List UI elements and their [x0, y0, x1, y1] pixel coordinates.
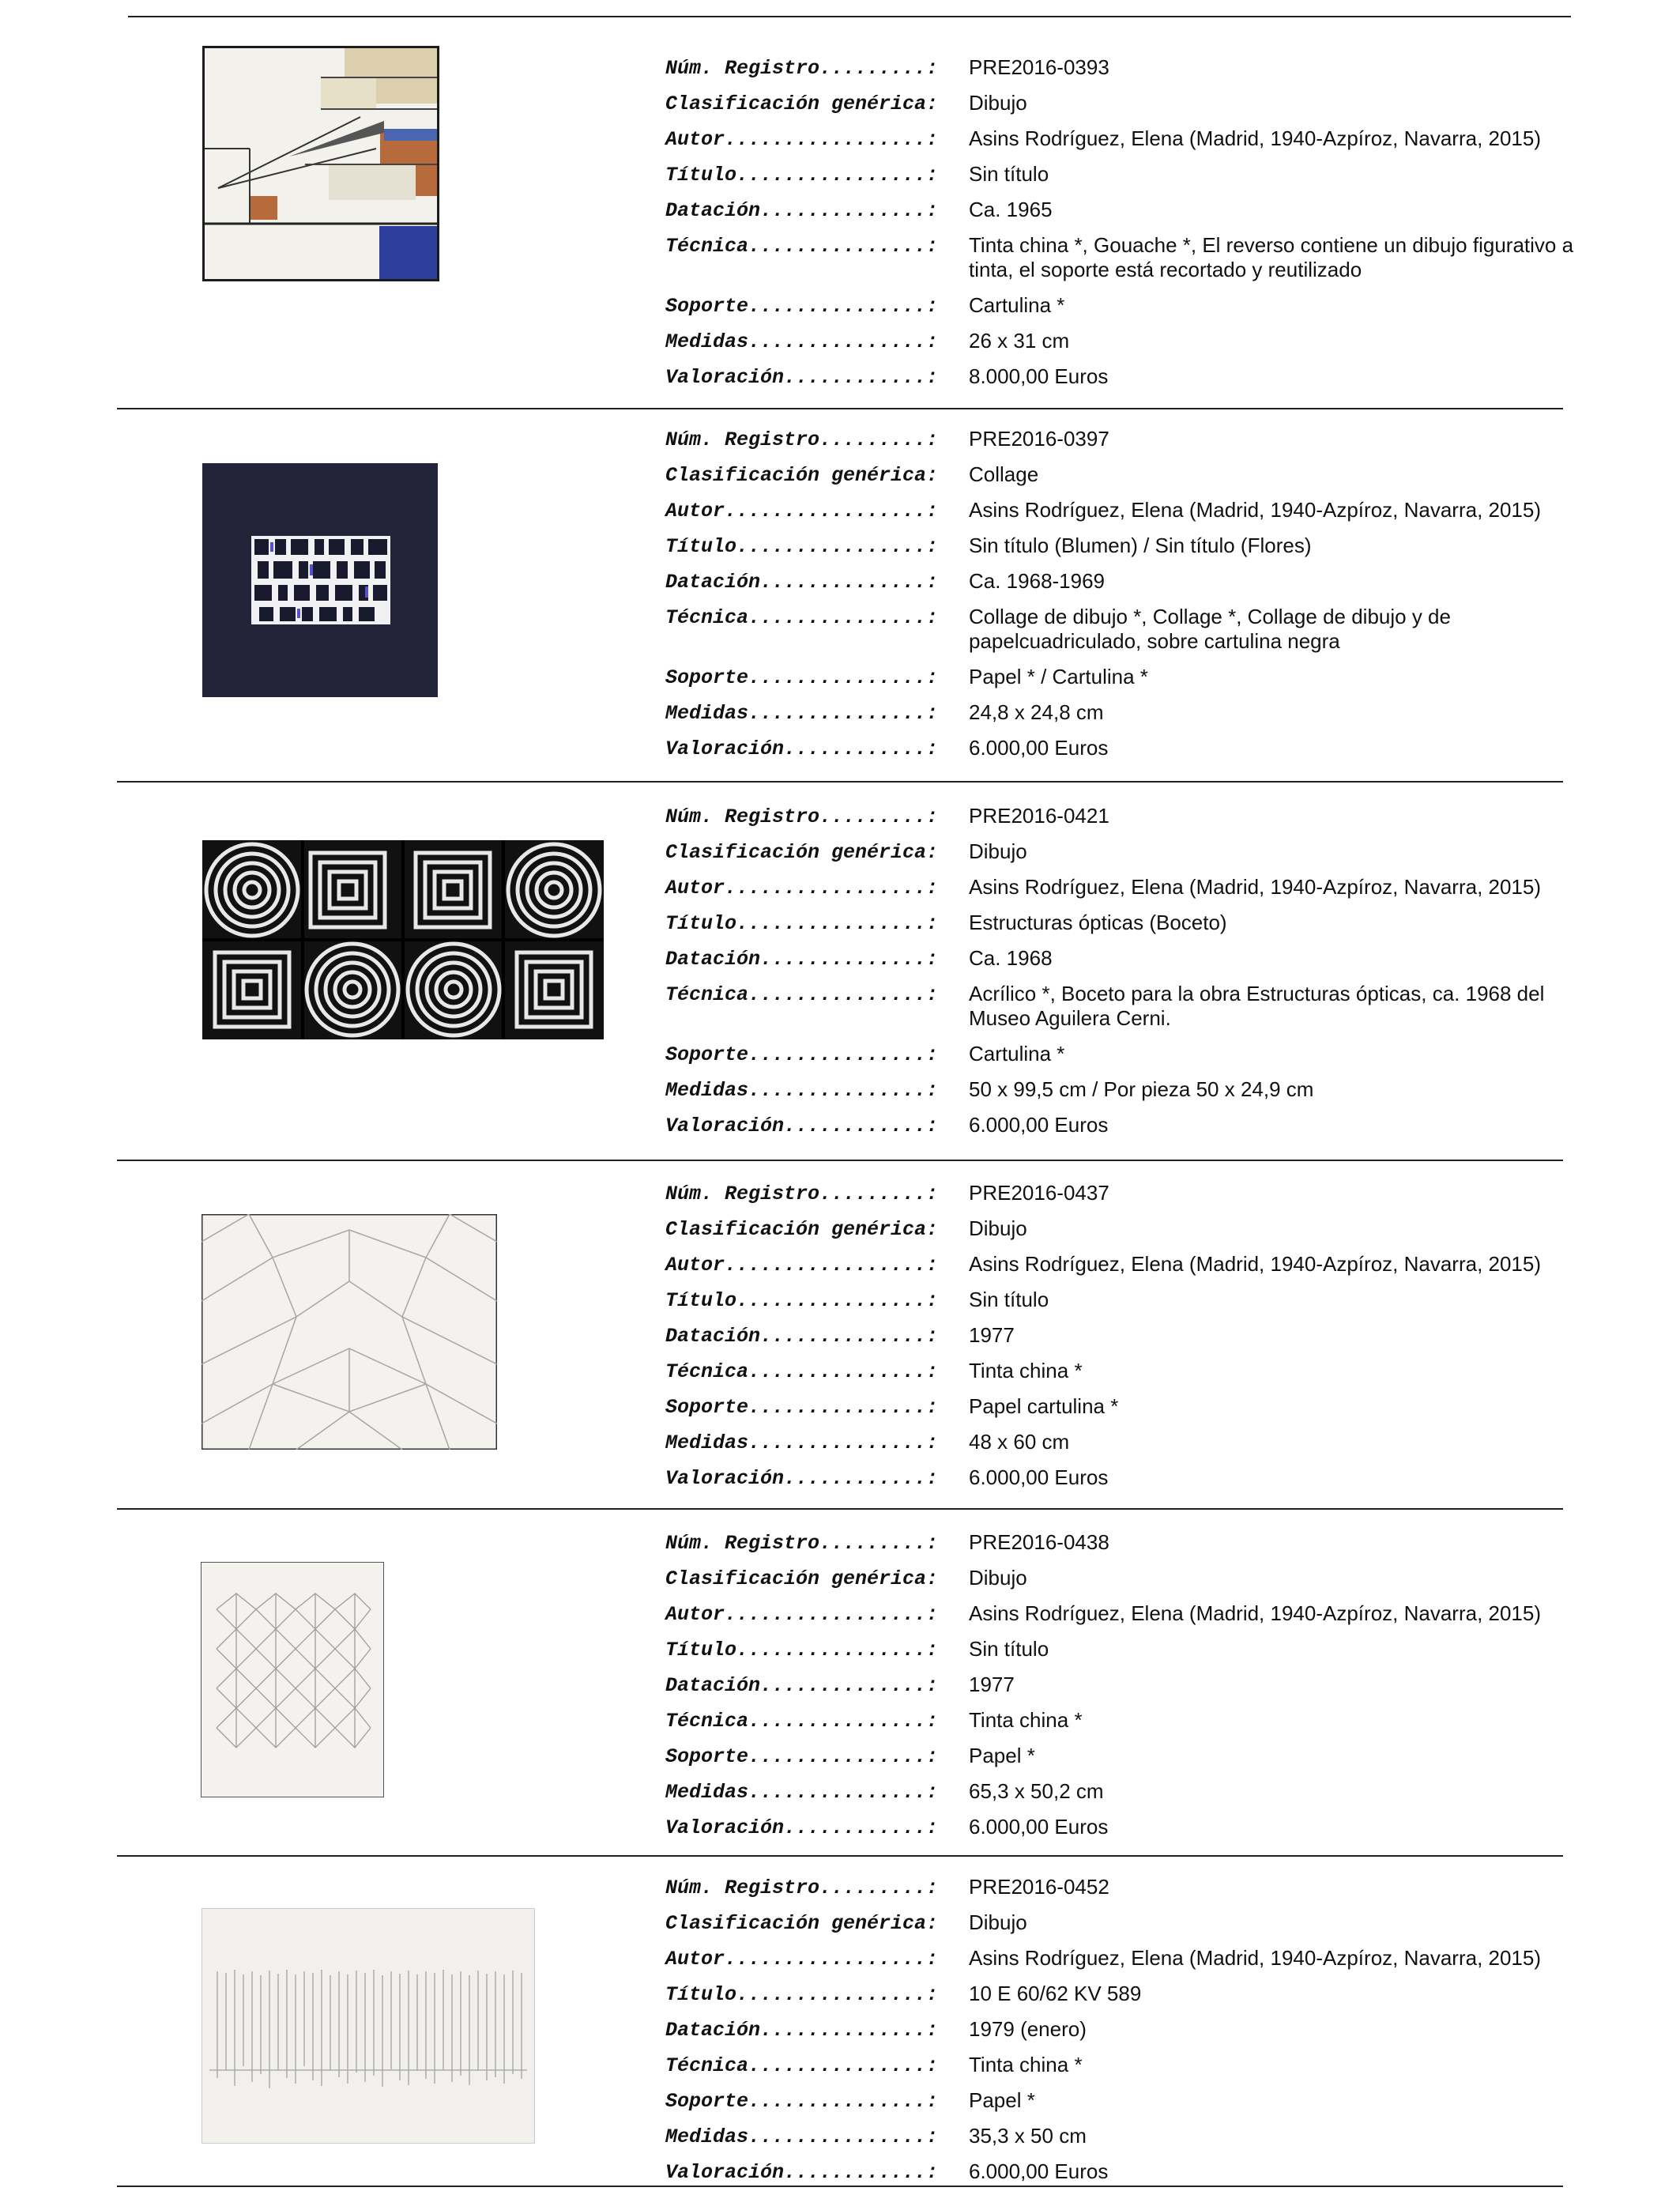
field-label: Clasificación genérica: [665, 1218, 939, 1241]
field-row-registro [665, 1181, 1582, 1216]
field-value-clasificacion: Collage [969, 462, 1039, 486]
field-value-datacion: Ca. 1965 [969, 198, 1053, 221]
field-row-clasificacion [665, 1910, 1582, 1946]
field-value-clasificacion: Dibujo [969, 1910, 1027, 1934]
field-row-registro [665, 1875, 1582, 1910]
record-fields [665, 1181, 1582, 1501]
field-row-registro [665, 427, 1582, 462]
field-label: Clasificación genérica: [665, 841, 939, 864]
field-value-medidas: 35,3 x 50 cm [969, 2124, 1087, 2148]
field-row-valoracion [665, 1113, 1582, 1148]
field-label: Técnica...............: [665, 606, 939, 629]
record-fields [665, 55, 1582, 400]
field-value-datacion: 1977 [969, 1323, 1015, 1347]
separator-rule [117, 1160, 1563, 1161]
field-label: Clasificación genérica: [665, 92, 939, 115]
field-label: Valoración............: [665, 366, 939, 389]
field-row-soporte [665, 1744, 1582, 1779]
field-value-soporte: Cartulina * [969, 293, 1065, 317]
field-label: Núm. Registro.........: [665, 57, 939, 80]
field-row-tecnica [665, 1708, 1582, 1744]
field-row-clasificacion [665, 1216, 1582, 1252]
field-row-tecnica [665, 2053, 1582, 2088]
field-row-titulo [665, 162, 1582, 198]
artwork-image-lattice-drawing [201, 1562, 384, 1797]
field-label: Núm. Registro.........: [665, 805, 939, 828]
field-label: Técnica...............: [665, 1360, 939, 1383]
field-row-datacion [665, 198, 1582, 233]
field-label: Clasificación genérica: [665, 1912, 939, 1935]
field-row-soporte [665, 1042, 1582, 1077]
field-value-datacion: Ca. 1968-1969 [969, 569, 1106, 593]
field-label: Medidas...............: [665, 1431, 939, 1454]
field-row-datacion [665, 1673, 1582, 1708]
field-row-autor [665, 1601, 1582, 1637]
field-row-medidas [665, 2124, 1582, 2159]
field-value-valoracion: 8.000,00 Euros [969, 364, 1109, 388]
field-value-titulo: Sin título (Blumen) / Sin título (Flores) [969, 534, 1312, 557]
field-row-titulo [665, 1288, 1582, 1323]
field-row-soporte [665, 1394, 1582, 1430]
field-value-tecnica: Tinta china * [969, 1708, 1083, 1732]
field-value-clasificacion: Dibujo [969, 1566, 1027, 1590]
field-row-registro [665, 1530, 1582, 1566]
field-value-registro: PRE2016-0437 [969, 1181, 1109, 1205]
field-value-soporte: Papel * [969, 2088, 1035, 2112]
field-label: Técnica...............: [665, 983, 939, 1006]
field-value-valoracion: 6.000,00 Euros [969, 1465, 1109, 1489]
field-label: Datación..............: [665, 948, 939, 971]
field-value-tecnica: Tinta china * [969, 2053, 1083, 2076]
field-value-valoracion: 6.000,00 Euros [969, 1113, 1109, 1137]
separator-rule [117, 1508, 1563, 1510]
field-label: Datación..............: [665, 199, 939, 222]
artwork-image-star-lines [202, 1214, 497, 1450]
field-value-datacion: 1979 (enero) [969, 2017, 1087, 2041]
field-row-valoracion [665, 736, 1582, 771]
field-value-valoracion: 6.000,00 Euros [969, 1815, 1109, 1839]
field-label: Soporte...............: [665, 295, 939, 318]
field-value-titulo: Estructuras ópticas (Boceto) [969, 911, 1227, 934]
field-row-medidas [665, 1077, 1582, 1113]
field-value-clasificacion: Dibujo [969, 839, 1027, 863]
field-value-autor: Asins Rodríguez, Elena (Madrid, 1940-Azpíroz, Navarra, 2015) [969, 1252, 1542, 1276]
field-row-medidas [665, 1430, 1582, 1465]
field-value-registro: PRE2016-0421 [969, 804, 1109, 828]
field-value-clasificacion: Dibujo [969, 1216, 1027, 1240]
artwork-image-collage [202, 463, 438, 697]
field-label: Núm. Registro.........: [665, 1876, 939, 1899]
record-fields [665, 1530, 1582, 1850]
field-label: Valoración............: [665, 1467, 939, 1490]
field-label: Clasificación genérica: [665, 1567, 939, 1590]
artwork-image-geometric-composition [202, 46, 439, 281]
field-value-titulo: 10 E 60/62 KV 589 [969, 1982, 1142, 2005]
field-label: Técnica...............: [665, 1710, 939, 1733]
field-label: Datación..............: [665, 571, 939, 594]
field-label: Autor.................: [665, 500, 939, 522]
field-label: Título................: [665, 1289, 939, 1312]
field-label: Valoración............: [665, 2161, 939, 2184]
field-value-medidas: 50 x 99,5 cm / Por pieza 50 x 24,9 cm [969, 1077, 1314, 1101]
field-row-tecnica [665, 233, 1582, 293]
field-label: Medidas...............: [665, 1781, 939, 1804]
field-label: Título................: [665, 535, 939, 558]
field-label: Título................: [665, 912, 939, 935]
field-label: Clasificación genérica: [665, 464, 939, 487]
field-label: Valoración............: [665, 1816, 939, 1839]
field-label: Técnica...............: [665, 2054, 939, 2077]
field-row-soporte [665, 293, 1582, 329]
field-value-titulo: Sin título [969, 162, 1049, 186]
field-value-autor: Asins Rodríguez, Elena (Madrid, 1940-Azpíroz, Navarra, 2015) [969, 126, 1542, 150]
field-label: Soporte...............: [665, 1043, 939, 1066]
record-fields [665, 1875, 1582, 2195]
field-value-registro: PRE2016-0397 [969, 427, 1109, 451]
field-row-titulo [665, 1982, 1582, 2017]
field-value-medidas: 65,3 x 50,2 cm [969, 1779, 1104, 1803]
field-value-tecnica: Tinta china * [969, 1359, 1083, 1382]
field-label: Título................: [665, 164, 939, 187]
field-row-datacion [665, 2017, 1582, 2053]
field-row-soporte [665, 665, 1582, 700]
field-label: Soporte...............: [665, 1745, 939, 1768]
field-row-datacion [665, 946, 1582, 982]
field-row-medidas [665, 700, 1582, 736]
field-label: Técnica...............: [665, 235, 939, 258]
field-row-registro [665, 55, 1582, 91]
field-row-clasificacion [665, 91, 1582, 126]
separator-rule [117, 781, 1563, 783]
field-label: Valoración............: [665, 737, 939, 760]
field-row-autor [665, 126, 1582, 162]
field-label: Medidas...............: [665, 1079, 939, 1102]
field-value-soporte: Papel * / Cartulina * [969, 665, 1148, 688]
field-label: Medidas...............: [665, 330, 939, 353]
field-row-clasificacion [665, 1566, 1582, 1601]
field-label: Medidas...............: [665, 702, 939, 725]
separator-rule [117, 408, 1563, 409]
field-value-datacion: Ca. 1968 [969, 946, 1053, 970]
field-row-valoracion [665, 1465, 1582, 1501]
field-row-autor [665, 1252, 1582, 1288]
field-row-autor [665, 498, 1582, 534]
field-label: Autor.................: [665, 1254, 939, 1277]
field-label: Datación..............: [665, 1674, 939, 1697]
field-label: Valoración............: [665, 1114, 939, 1137]
field-row-valoracion [665, 364, 1582, 400]
field-value-tecnica: Acrílico *, Boceto para la obra Estructuras ópticas, ca. 1968 del Museo Aguilera Cerni. [969, 982, 1545, 1030]
artwork-image-vertical-lines [202, 1908, 535, 2144]
field-value-registro: PRE2016-0452 [969, 1875, 1109, 1899]
separator-rule [117, 1855, 1563, 1857]
field-label: Núm. Registro.........: [665, 428, 939, 451]
field-value-tecnica: Collage de dibujo *, Collage *, Collage de dibujo y de papelcuadriculado, sobre cartulina negra [969, 605, 1451, 653]
field-row-autor [665, 875, 1582, 911]
field-row-tecnica [665, 982, 1582, 1042]
field-value-medidas: 48 x 60 cm [969, 1430, 1070, 1454]
field-row-valoracion [665, 2159, 1582, 2195]
field-value-autor: Asins Rodríguez, Elena (Madrid, 1940-Azpíroz, Navarra, 2015) [969, 875, 1542, 899]
field-label: Soporte...............: [665, 666, 939, 689]
field-label: Medidas...............: [665, 2125, 939, 2148]
field-row-clasificacion [665, 462, 1582, 498]
field-row-soporte [665, 2088, 1582, 2124]
separator-rule [128, 16, 1571, 17]
field-value-clasificacion: Dibujo [969, 91, 1027, 115]
record-fields [665, 427, 1582, 771]
field-value-medidas: 26 x 31 cm [969, 329, 1070, 353]
field-value-soporte: Papel cartulina * [969, 1394, 1119, 1418]
field-label: Núm. Registro.........: [665, 1532, 939, 1555]
field-value-autor: Asins Rodríguez, Elena (Madrid, 1940-Azpíroz, Navarra, 2015) [969, 1946, 1542, 1970]
field-label: Datación..............: [665, 1325, 939, 1348]
field-value-datacion: 1977 [969, 1673, 1015, 1696]
field-value-titulo: Sin título [969, 1637, 1049, 1661]
field-value-titulo: Sin título [969, 1288, 1049, 1311]
field-label: Título................: [665, 1639, 939, 1661]
field-value-soporte: Cartulina * [969, 1042, 1065, 1065]
field-value-registro: PRE2016-0438 [969, 1530, 1109, 1554]
field-label: Soporte...............: [665, 2090, 939, 2113]
field-label: Autor.................: [665, 1603, 939, 1626]
field-row-clasificacion [665, 839, 1582, 875]
field-row-registro [665, 804, 1582, 839]
field-value-valoracion: 6.000,00 Euros [969, 736, 1109, 760]
field-row-tecnica [665, 605, 1582, 665]
record-fields [665, 804, 1582, 1148]
field-value-medidas: 24,8 x 24,8 cm [969, 700, 1104, 724]
field-row-datacion [665, 569, 1582, 605]
field-label: Autor.................: [665, 128, 939, 151]
field-row-titulo [665, 534, 1582, 569]
field-row-tecnica [665, 1359, 1582, 1394]
field-value-autor: Asins Rodríguez, Elena (Madrid, 1940-Azpíroz, Navarra, 2015) [969, 498, 1542, 522]
field-row-titulo [665, 1637, 1582, 1673]
field-label: Autor.................: [665, 877, 939, 899]
field-label: Autor.................: [665, 1948, 939, 1971]
field-row-titulo [665, 911, 1582, 946]
field-value-registro: PRE2016-0393 [969, 55, 1109, 79]
field-row-autor [665, 1946, 1582, 1982]
field-label: Datación..............: [665, 2019, 939, 2042]
field-label: Título................: [665, 1983, 939, 2006]
field-row-medidas [665, 329, 1582, 364]
field-row-datacion [665, 1323, 1582, 1359]
field-value-tecnica: Tinta china *, Gouache *, El reverso contiene un dibujo figurativo a tinta, el soporte está recortado y reutilizado [969, 233, 1574, 281]
field-label: Soporte...............: [665, 1396, 939, 1419]
field-row-medidas [665, 1779, 1582, 1815]
field-value-soporte: Papel * [969, 1744, 1035, 1767]
field-value-autor: Asins Rodríguez, Elena (Madrid, 1940-Azpíroz, Navarra, 2015) [969, 1601, 1542, 1625]
artwork-image-optical-structures [202, 840, 604, 1039]
field-label: Núm. Registro.........: [665, 1182, 939, 1205]
field-value-valoracion: 6.000,00 Euros [969, 2159, 1109, 2183]
field-row-valoracion [665, 1815, 1582, 1850]
